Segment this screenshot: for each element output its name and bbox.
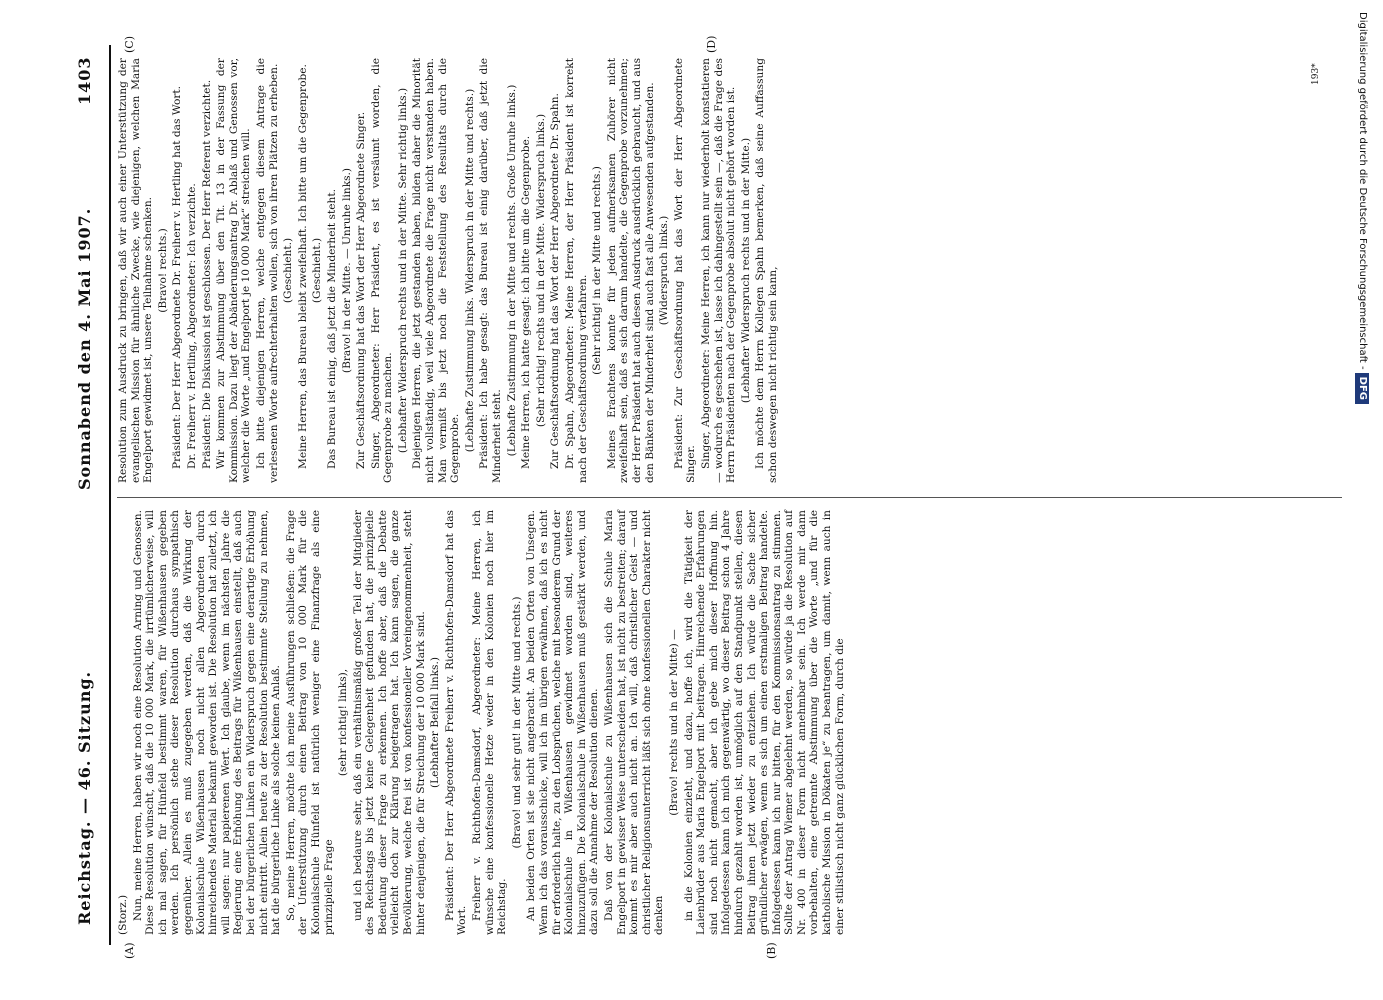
paragraph: und ich bedaure sehr, daß ein verhältnismäßig großer Teil der Mitglieder des Reichstags bis jetzt keine Gelegenheit gefunden hat, die prinzipielle Bedeutung dieser Frage zu erkennen. Ich hoffe aber, daß die Debatte vielleicht doch zur Klärung beigetragen hat. Ich kann sagen, die ganze Bevölkerung, welche frei ist von konfessioneller Voreingenommenheit, steht hinter denjenigen, die für Streichung der 10 000 Mark sind. (351, 510, 427, 935)
paragraph: (Bravo! rechts.) (156, 228, 169, 313)
paragraph: Zur Geschäftsordnung hat das Wort der Herr Abgeordnete Singer. (355, 111, 368, 469)
paragraph: (Bravo! in der Mitte. — Unruhe links.) (340, 167, 353, 374)
digitization-credit-text: Digitalisierung gefördert durch die Deutsche Forschungsgemeinschaft - (1357, 12, 1368, 370)
paragraph: (Lebhafter Widerspruch rechts und in der Mitte.) (739, 137, 752, 404)
paragraph: Wir kommen zur Abstimmung über den Tit. 13 in der Fassung der Kommission. Dazu liegt der Abänderungsantrag Dr. Ablaß und Genossen vor, welcher die Worte „und Engelport je 10 000 Mark“ streichen will. (215, 58, 253, 483)
left-text-column (117, 510, 848, 935)
paragraph: Singer, Abgeordneter: Meine Herren, ich kann nur wiederholt konstatieren — wodurch es geschehen ist, lasse ich dahingestellt sein —, daß die Frage des Herrn Präsidenten nach der Gegenprobe absolut nicht gehört worden ist. (699, 58, 738, 483)
paragraph: Daß von der Kolonialschule zu Wißenhausen sich die Schule Maria Engelport in gewisser Weise unterscheiden hat, ist nicht zu bestreiten; darauf kommt es mir aber auch nicht an. Ich will, daß christlicher Geist — und christlicher Religionsunterricht läßt sich ohne konfessionellen Charakter nicht denken (602, 510, 666, 935)
paragraph: Präsident: Die Diskussion ist geschlossen. Der Herr Referent verzichtet. (200, 79, 213, 469)
margin-marker-d: (D) (705, 35, 718, 53)
paragraph: (sehr richtig! links), (337, 668, 350, 777)
paragraph: Ich möchte dem Herrn Kollegen Spahn bemerken, daß seine Auffassung schon deswegen nicht richtig sein kann, (754, 58, 779, 483)
margin-marker-a: (A) (123, 942, 136, 959)
paragraph: Zur Geschäftsordnung hat das Wort der Herr Abgeordnete Dr. Spahn. (549, 93, 562, 469)
paragraph: Präsident: Der Herr Abgeordnete Freiherr v. Richthofen-Damsdorf hat das Wort. (443, 510, 469, 935)
paragraph: Diejenigen Herren, die jetzt gestanden haben, bilden daher die Minorität nicht vollständig, weil viele Abgeordnete die Frage nicht verstanden haben. Man vermißt bis jetzt noch die Feststellung des Resultats durch die Gegenprobe. (411, 58, 462, 483)
paragraph: Meine Herren, das Bureau bleibt zweifelhaft. Ich bitte um die Gegenprobe. (296, 64, 309, 469)
paragraph: Das Bureau ist einig, daß jetzt die Minderheit steht. (325, 189, 338, 469)
signature-mark: 193* (1311, 63, 1321, 85)
paragraph: Nun, meine Herren, haben wir noch eine Resolution Arning und Genossen. Diese Resolution wünscht, daß die 10 000 Mark, die irrtümlicherweise, will ich mal sagen, für Hünfeld bestimmt waren, für Wißenhausen gegeben werden. Ich persönlich stehe dieser Resolution durchaus sympathisch gegenüber. Allein es muß zugegeben werden, daß die Wirkung der Kolonialschule Wißenhausen noch nicht allen Abgeordneten durch hinreichendes Material bekannt geworden ist. Die Resolution hat zuletzt, ich will sagen: nur papierenen Wert. Ich glaube, wenn im nächsten Jahre die Regierung eine Erhöhung des Beitrags für Wißenhausen einstellt, daß auch bei der bürgerlichen Linken ein Widerspruch gegen eine derartige Erhöhung nicht eintritt. Allein heute zu der Resolution bestimmte Stellung zu nehmen, hat die bürgerliche Linke als solche keinen Anlaß. (131, 510, 283, 935)
rotated-newspaper-page (75, 35, 1345, 959)
paragraph: (Lebhafte Zustimmung in der Mitte und rechts. Große Unruhe links.) (505, 84, 518, 457)
page-number: 1403 (75, 56, 94, 105)
paragraph: (Sehr richtig! rechts und in der Mitte. Widerspruch links.) (534, 113, 547, 428)
header-rule (109, 45, 111, 945)
paragraph: An beiden Orten ist sie nicht angebracht. An beiden Orten von Unsegen. Wenn ich das vorausschicke, will ich im übrigen erwähnen, daß ich es nicht für erforderlich halte, zu den Lobsprüchen, welche mit besonderem Grund der Kolonialschule in Wißenhausen gewidmet worden sind, weiteres hinzuzufügen. Die Kolonialschule in Wißenhausen muß gestärkt werden, und dazu soll die Annahme der Resolution dienen. (525, 510, 601, 935)
paragraph: in die Kolonien einzieht, und dazu, hoffe ich, wird die Tätigkeit der Laienbrüder aus Maria Engelport mit beitragen. Hinreichende Erfahrungen sind noch nicht gemacht, aber ich gebe mich dieser Hoffnung hin. Infolgedessen kann ich mich gegenwärtig, wo dieser Beitrag schon 4 Jahre hindurch gezahlt worden ist, unmöglich auf den Standpunkt stellen, diesen Beitrag ihnen jetzt wieder zu entziehen. Ich würde die Sache sicher gründlicher erwägen, wenn es sich um einen erstmaligen Beitrag handelte. Infolgedessen kann ich nur bitten, für den Kommissionsantrag zu stimmen. Sollte der Antrag Wiemer abgelehnt werden, so würde ja die Resolution auf Nr. 400 in dieser Form nicht annehmbar sein. Ich werde mir dann vorbehalten, eine getrennte Abstimmung über die Worte „und für die katholische Mission in Dökaten je“ zu beantragen, um damit, wenn auch in einer stilistisch nicht ganz glücklichen Form, durch die (682, 510, 846, 935)
paragraph: Singer, Abgeordneter: Herr Präsident, es ist versäumt worden, die Gegenprobe zu machen. (369, 58, 395, 483)
paragraph: (Sehr richtig! in der Mitte und rechts.) (591, 166, 604, 375)
paragraph: Meines Erachtens konnte für jeden aufmerksamen Zuhörer nicht zweifelhaft sein, daß es sich darum handelte, die Gegenprobe vorzunehmen; der Herr Präsident hat auch diesen Ausdruck ausdrücklich gebraucht, und aus den Bänken der Minderheit sind auch fast alle Anwesenden aufgestanden. (605, 58, 656, 483)
paragraph: (Storz.) (117, 894, 129, 935)
column-divider (117, 497, 1342, 498)
paragraph: (Lebhafter Beifall links.) (429, 657, 442, 789)
paragraph: (Lebhafte Zustimmung links. Widerspruch in der Mitte und rechts.) (463, 88, 476, 453)
digitization-credit (1352, 12, 1372, 988)
right-text-column (117, 58, 782, 483)
paragraph: (Bravo! rechts und in der Mitte) — (667, 629, 680, 816)
paragraph: (Bravo! und sehr gut! in der Mitte und rechts.) (510, 596, 523, 849)
paragraph: Meine Herren, ich hatte gesagt: ich bitte um die Gegenprobe. (520, 135, 533, 469)
paragraph: (Geschieht.) (311, 237, 324, 304)
margin-marker-b: (B) (765, 942, 778, 959)
paragraph: So, meine Herren, möchte ich meine Ausführungen schließen: die Frage der Unterstützung durch einen Beitrag von 10 000 Mark für die Kolonialschule Hünfeld ist natürlich weniger eine Finanzfrage als eine prinzipielle Frage (284, 510, 335, 935)
paragraph: Freiherr v. Richthofen-Damsdorf, Abgeordneter: Meine Herren, ich wünsche eine konfessionelle Hetze weder in den Kolonien noch hier im Reichstag. (471, 510, 509, 935)
paragraph: Präsident: Der Herr Abgeordnete Dr. Freiherr v. Hertling hat das Wort. (171, 85, 184, 469)
running-header-left: Reichstag. — 46. Sitzung. (75, 670, 94, 925)
paragraph: Ich bitte diejenigen Herren, welche entgegen diesem Antrage die verlesenen Worte aufrechterhalten wollen, sich von ihren Plätzen zu erheben. (254, 58, 280, 483)
paragraph: Präsident: Ich habe gesagt: das Bureau ist einig darüber, daß jetzt die Minderheit steht. (478, 58, 504, 483)
paragraph: Resolution zum Ausdruck zu bringen, daß wir auch einer Unterstützung der evangelischen Mission für ähnliche Zwecke, wie diejenigen, welchen Maria Engelport gewidmet ist, unsere Teilnahme schenken. (117, 58, 155, 483)
paragraph: Dr. Spahn, Abgeordneter: Meine Herren, der Herr Präsident ist korrekt nach der Geschäftsordnung verfahren. (564, 58, 589, 483)
paragraph: (Lebhafter Widerspruch rechts und in der Mitte. Sehr richtig links.) (396, 87, 409, 454)
dfg-logo: DFG (1355, 373, 1369, 404)
paragraph: Dr. Freiherr v. Hertling, Abgeordneter: Ich verzichte. (185, 183, 198, 469)
paragraph: (Widerspruch links.) (658, 215, 671, 326)
running-header-date: Sonnabend den 4. Mai 1907. (75, 207, 94, 490)
margin-marker-c: (C) (123, 36, 136, 53)
paragraph: Präsident: Zur Geschäftsordnung hat das Wort der Herr Abgeordnete Singer. (672, 58, 698, 483)
paragraph: (Geschieht.) (282, 237, 295, 304)
